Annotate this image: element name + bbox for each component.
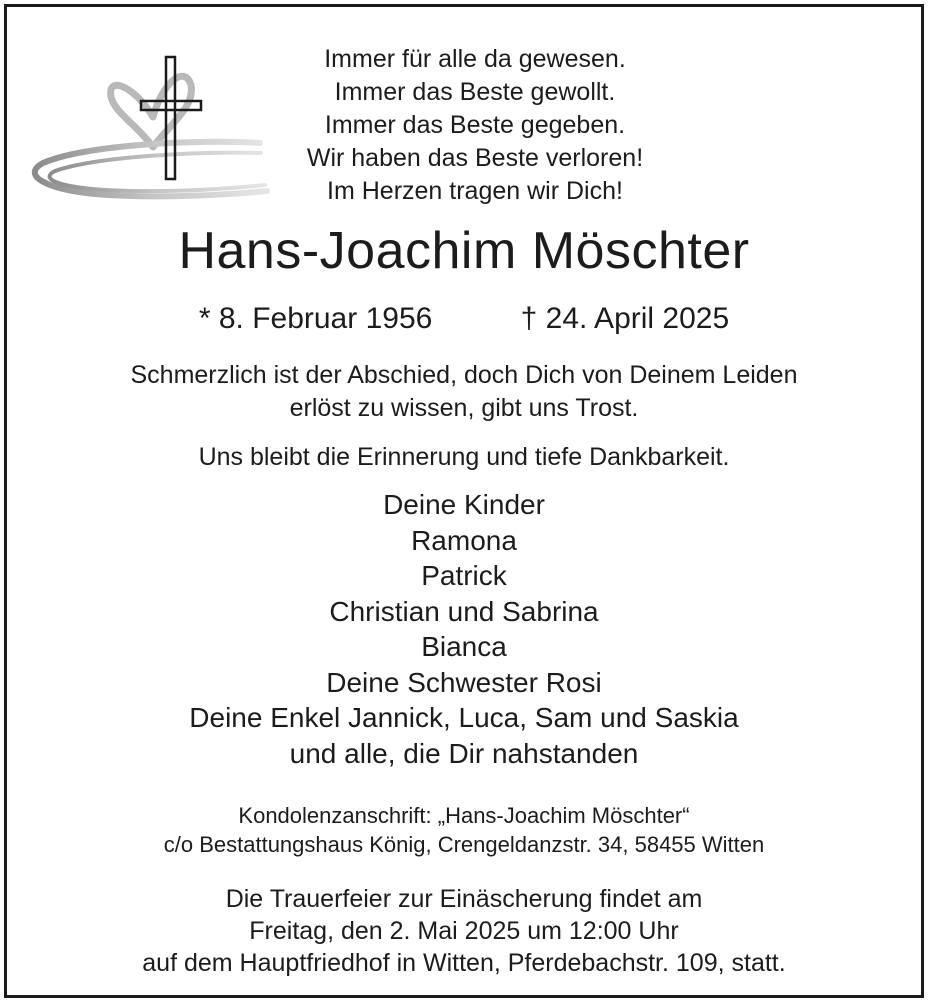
poem-line: Immer das Beste gegeben.	[324, 111, 626, 139]
deceased-name: Hans-Joachim Möschter	[178, 222, 750, 280]
birth-date: * 8. Februar 1956	[198, 302, 433, 335]
message-line: Schmerzlich ist der Abschied, doch Dich von Deinem Leiden	[130, 361, 798, 389]
mourner-line: und alle, die Dir nahstanden	[289, 737, 639, 769]
poem	[255, 43, 695, 208]
mourner-line: Christian und Sabrina	[329, 595, 599, 627]
mourner-line: Ramona	[411, 524, 517, 556]
mourner-line: Deine Schwester Rosi	[326, 666, 602, 698]
funeral-announcement	[7, 883, 921, 979]
mourner-line: Bianca	[421, 631, 507, 662]
poem-line: Im Herzen tragen wir Dich!	[327, 177, 623, 205]
mourner-line: Deine Kinder	[383, 489, 545, 520]
death-date: † 24. April 2025	[520, 302, 730, 335]
gratitude-line: Uns bleibt die Erinnerung und tiefe Dankbarkeit.	[198, 443, 730, 471]
mourner-line: Patrick	[421, 560, 507, 591]
funeral-line: Die Trauerfeier zur Einäscherung findet am	[225, 885, 703, 913]
mourners-list	[7, 487, 921, 771]
poem-line: Wir haben das Beste verloren!	[306, 144, 644, 172]
funeral-line: auf dem Hauptfriedhof in Witten, Pferdebachstr. 109, statt.	[142, 949, 786, 977]
message-line: erlöst zu wissen, gibt uns Trost.	[289, 394, 639, 422]
poem-line: Immer das Beste gewollt.	[334, 78, 616, 106]
heart-cross-icon	[25, 51, 275, 211]
condolence-line: Kondolenzanschrift: „Hans-Joachim Möschter“	[238, 803, 690, 828]
mourner-line: Deine Enkel Jannick, Luca, Sam und Saskia	[189, 702, 739, 733]
poem-line: Immer für alle da gewesen.	[324, 45, 626, 73]
condolence-address	[7, 801, 921, 859]
obituary-notice	[4, 4, 924, 998]
farewell-message	[7, 359, 921, 425]
funeral-line: Freitag, den 2. Mai 2025 um 12:00 Uhr	[249, 917, 679, 945]
condolence-line: c/o Bestattungshaus König, Crengeldanzstr. 34, 58455 Witten	[163, 832, 765, 857]
life-dates	[7, 299, 921, 339]
